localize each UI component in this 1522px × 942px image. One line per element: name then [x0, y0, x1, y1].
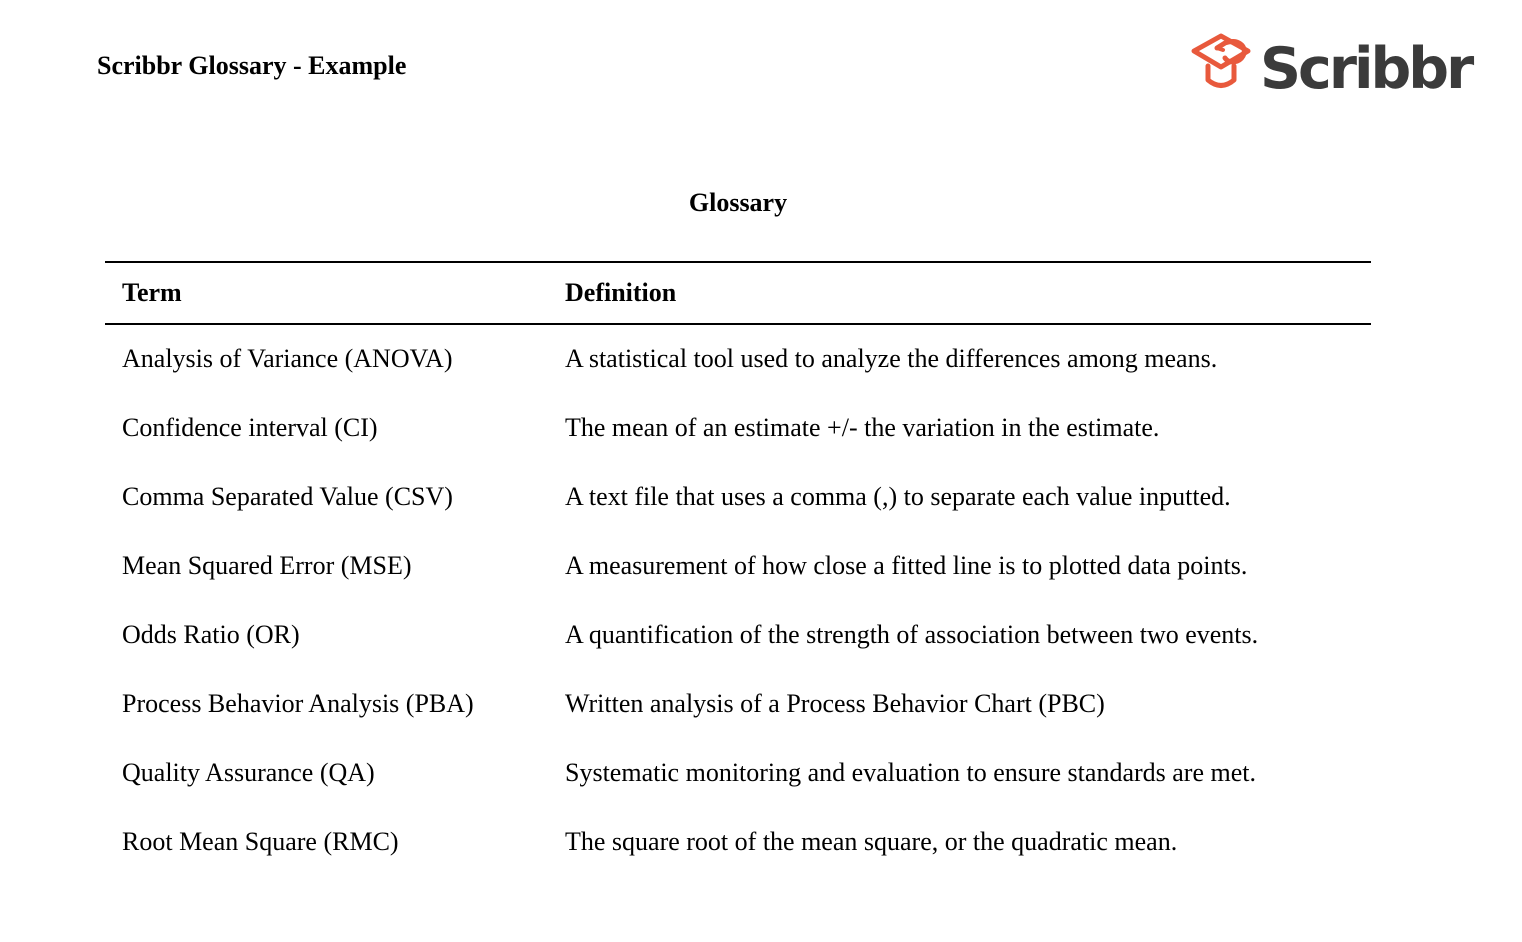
term-cell: Odds Ratio (OR) [122, 619, 300, 649]
glossary-table-body [105, 324, 1371, 876]
term-cell: Analysis of Variance (ANOVA) [122, 344, 453, 373]
definition-cell: A statistical tool used to analyze the differences among means. [565, 344, 1218, 373]
glossary-row [105, 807, 1371, 876]
glossary-row [105, 324, 1371, 393]
glossary-row [105, 738, 1371, 807]
definition-cell: Written analysis of a Process Behavior Chart (PBC) [565, 688, 1105, 718]
glossary-table [105, 261, 1371, 876]
logo-wordmark: Scribbr [1260, 35, 1472, 102]
definition-cell: The mean of an estimate +/- the variation in the estimate. [565, 412, 1160, 442]
glossary-row [105, 600, 1371, 669]
term-cell: Mean Squared Error (MSE) [122, 550, 412, 580]
term-cell: Process Behavior Analysis (PBA) [122, 688, 474, 718]
glossary-row [105, 531, 1371, 600]
glossary-row [105, 393, 1371, 462]
term-cell: Quality Assurance (QA) [122, 757, 375, 787]
glossary-row [105, 462, 1371, 531]
glossary-row [105, 669, 1371, 738]
document-title: Scribbr Glossary - Example [97, 51, 407, 80]
definition-cell: Systematic monitoring and evaluation to ensure standards are met. [565, 757, 1256, 787]
term-cell: Confidence interval (CI) [122, 412, 378, 442]
term-cell: Root Mean Square (RMC) [122, 826, 399, 856]
graduation-cap-icon [1190, 30, 1252, 104]
term-column-header: Term [105, 262, 565, 324]
definition-cell: A text file that uses a comma (,) to separate each value inputted. [565, 481, 1231, 511]
glossary-header-row [105, 262, 1371, 324]
scribbr-logo [1190, 30, 1471, 104]
definition-column-header: Definition [565, 262, 1371, 324]
glossary-heading: Glossary [688, 188, 788, 217]
definition-cell: A measurement of how close a fitted line is to plotted data points. [565, 550, 1248, 580]
term-cell: Comma Separated Value (CSV) [122, 481, 453, 511]
definition-cell: A quantification of the strength of association between two events. [565, 619, 1259, 649]
definition-cell: The square root of the mean square, or the quadratic mean. [565, 826, 1178, 856]
